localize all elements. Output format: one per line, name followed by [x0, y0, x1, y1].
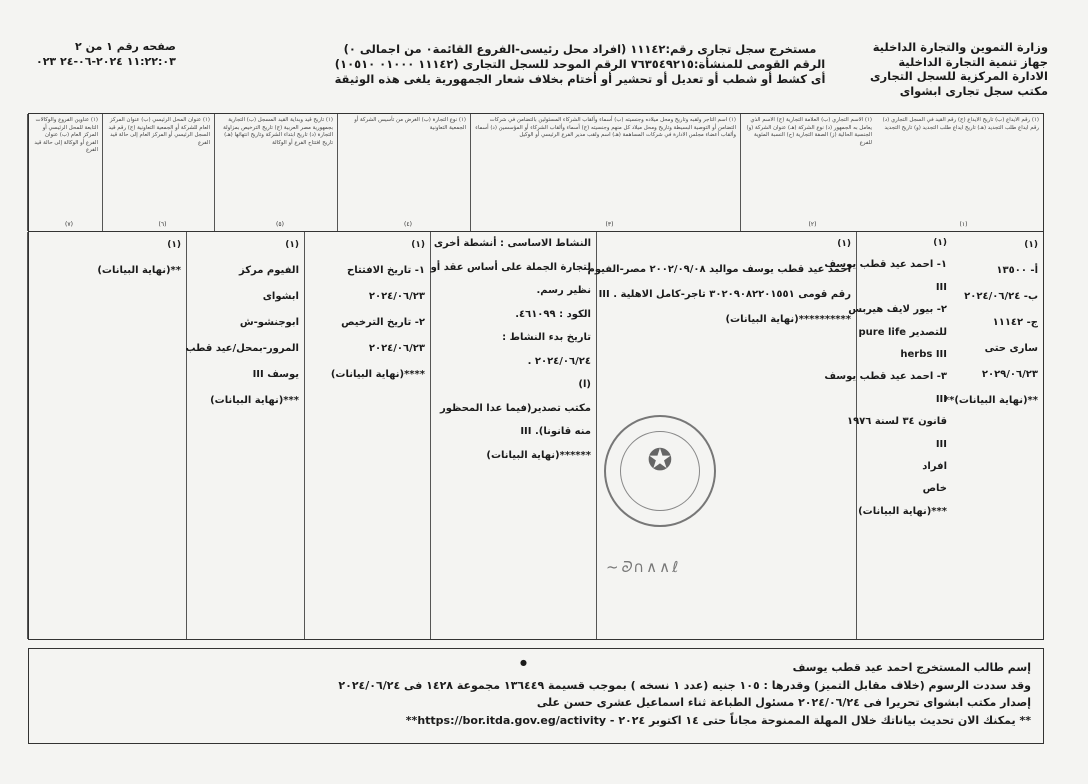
register-table	[28, 113, 1044, 640]
footer-block	[28, 648, 1044, 744]
page-info	[36, 40, 176, 69]
national-number-line: الرقم القومى للمنشأة:٧٦٣٥٤٩٢١٥ الرقم الموحد للسجل التجارى (١١١٤٢ ٠١٠٠٠ ١٠٥١٠)	[334, 57, 826, 71]
register-extract-title: مستخرج سجل تجارى رقم:١١١٤٢ (افراد محل رئيسى-الفروع القائمة٠ من اجمالى ٠)	[343, 42, 817, 56]
document-title-block	[300, 42, 860, 87]
ministry-name: وزارة التموين والتجارة الداخلية	[872, 40, 1048, 54]
authority-header	[870, 40, 1048, 98]
column-registration: (١) أ- ١٣٥٠٠ ب- ٢٠٢٤/٠٦/٢٤ ج- ١١١٤٢ سارى حتى ٢٠٢٩/٠٦/٢٣ **(نهاية البيانات)**	[943, 240, 1038, 406]
column-header-1: (١) رقم الايداع (ب) تاريخ الايداع (ج) رقم القيد في السجل التجاري (د) رقم ايداع طلب التجديد (هـ) تاريخ ايداع طلب التجديد (و) تاريخ التجديد (١)	[882, 117, 1039, 228]
agency-name: جهاز تنمية التجارة الداخلية	[898, 54, 1048, 69]
column-header-4: (١) نوع التجارة (ب) الغرض من تأسيس الشركة أو الجمعية التعاونية (٤)	[337, 114, 470, 231]
column-trade-name: (١) ١- احمد عيد قطب يوسف III ٢- بيور لايف هيربس للتصدير pure life herbs III ٣- احمد عيد قطب يوسف III قانون ٣٤ لسنة ١٩٧٦ III افراد خاص ***(نهاية البيانات)	[856, 232, 952, 639]
handwritten-signature: ~ᘐ∩∧∧ℓ	[606, 558, 681, 576]
print-timestamp: ١١:٢٢:٠٣ ٢٠٢٤-٠٦-٢٤ ٠٢٣	[36, 54, 176, 68]
requester-name: إسم طالب المستخرج احمد عيد قطب يوسف	[792, 661, 1031, 674]
column-dates: (١) ١- تاريخ الافتتاح ٢٠٢٤/٠٦/٢٣ ٢- تاريخ الترخيص ٢٠٢٤/٠٦/٢٣ ****(نهاية البيانات)	[304, 232, 430, 639]
issuing-office-line: إصدار مكتب ابشواى تحريرا فى ٢٠٢٤/٠٦/٢٤ مسئول الطباعة ثناء اسماعيل عشرى حسن على	[536, 696, 1031, 709]
office-name: مكتب سجل تجارى ابشواى	[899, 83, 1048, 98]
update-notice-link[interactable]: ** يمكنك الان تحديث بياناتك خلال المهلة الممنوحة مجاناً حتى ١٤ اكتوبر ٢٠٢٤ - https://bor.itda.gov.eg/activity**	[405, 713, 1031, 727]
department-name: الادارة المركزية للسجل التجارى	[869, 69, 1048, 83]
column-header-7: (١) عناوين الفروع والوكالات التابعة للمحل الرئيسي أو المركز العام (ب) عنوان الفرع أو الوكالة إلى حالة قيد الفرع (٧)	[27, 114, 102, 231]
republic-seal	[604, 415, 716, 527]
column-address: (١) الفيوم مركز ابشواى ابوجنشو-ش المرور-بمحل/عيد قطب يوسف III ***(نهاية البيانات)	[186, 232, 304, 639]
decorative-dot: ●	[520, 658, 527, 667]
fees-paid-line: وقد سددت الرسوم (خلاف مقابل التميز) وقدرها : ١٠٥ جنيه (عدد ١ نسخه ) بموجب قسيمة ١٣٦٤٤٩ مجموعة ١٤٢٨ فى ٢٠٢٤/٠٦/٢٤	[338, 678, 1031, 692]
eagle-emblem-icon: ✪	[647, 443, 673, 478]
column-header-6: (١) عنوان المحل الرئيسي (ب) عنوان المركز العام للشركة أو الجمعية التعاونية (ج) رقم قيد السجل الرئيسي أو المركز العام إلى حالة قيد الفرع (٦)	[102, 114, 214, 231]
column-branches: (١) **(نهاية البيانات)	[27, 232, 186, 639]
page-number: صفحه رقم ١ من ٢	[75, 40, 176, 53]
column-header-5: (١) تاريخ قيد وبداية القيد المسجل (ب) التجارية بجمهورية مصر العربية (ج) تاريخ الترخيص بمزاولة التجارة (د) تاريخ ابتداء الشركة وتاريخ انتهائها (هـ) تاريخ افتتاح الفرع أو الوكالة (٥)	[214, 114, 337, 231]
column-header-2: (١) الاسم التجاري (ب) العلامة التجارية (ج) الاسم الذي يعامل به الجمهور (د) نوع الشركة (هـ) عنوان الشركة (و) الجنسية الحالية (ز) الصفة التجارية (ح) النسبة المئوية للفرع (٢)	[740, 114, 876, 231]
column-header-3: (١) اسم التاجر ولقبه وتاريخ ومحل ميلاده وجنسيته (ب) أسماء وألقاب الشركاء المسئولين بالتضامن في شركات التضامن أو التوصية البسيطة وتاريخ ومحل ميلاد كل منهم وجنسيته (ج) أسماء وألقاب الشركاء أو المؤسسين (د) أسماء وألقاب أعضاء مجلس الادارة في شركات المساهمة (هـ) اسم ولقب مدير الفرع الرئيسي أو الوكيل (٣)	[470, 114, 740, 231]
column-merchant: (١) احمد عيد قطب يوسف مواليد ٢٠٠٢/٠٩/٠٨ مصر-الفيوم رقم قومى ٣٠٢٠٩٠٨٢٢٠١٥٥١ تاجر-كامل الاهلية . III **********(نهاية البيانات)	[596, 232, 856, 639]
tamper-warning: أى كشط أو شطب أو تعديل أو تحشير أو أختام بخلاف شعار الجمهورية يلغى هذه الوثيقة	[334, 72, 826, 86]
column-activity: النشاط الاساسى : أنشطة أخرى لتجارة الجملة على أساس عقد أو نظير رسم. الكود : ٤٦١٠٩٩. تاريخ بدء النشاط : ٢٠٢٤/٠٦/٢٤ . (ا) مكتب تصدير(فيما عدا المحظور منه قانونا). III ******(نهاية البيانات)	[430, 232, 596, 639]
